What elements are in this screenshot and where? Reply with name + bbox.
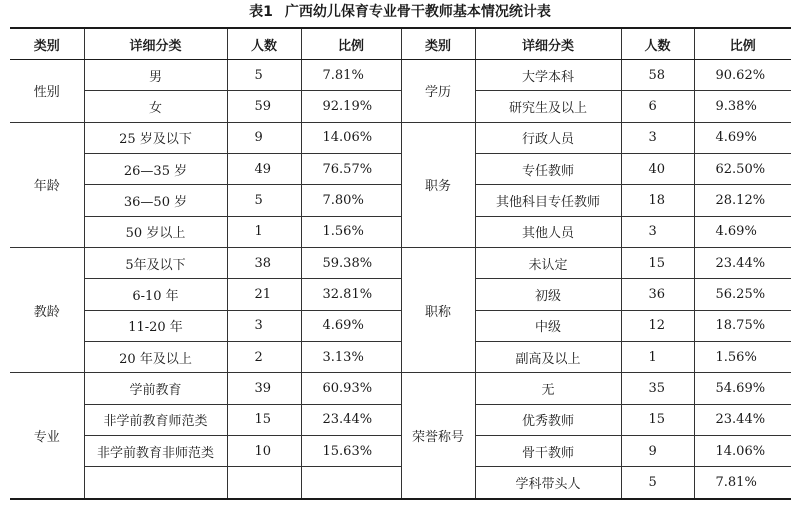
table-row: [10, 342, 791, 373]
left-ratio-cell: 32.81%: [301, 279, 401, 310]
left-detail-cell: 6-10 年: [84, 279, 227, 310]
left-ratio-cell: 14.06%: [301, 122, 401, 153]
left-ratio-cell: 92.19%: [301, 91, 401, 122]
right-detail-cell: 其他人员: [475, 216, 621, 247]
left-detail-cell: 50 岁以上: [84, 216, 227, 247]
left-count-cell: 3: [227, 310, 301, 341]
statistics-table: [10, 27, 791, 500]
table-row: [10, 373, 791, 404]
left-count-cell: 9: [227, 122, 301, 153]
right-detail-cell: 骨干教师: [475, 436, 621, 467]
right-ratio-cell: 14.06%: [694, 436, 791, 467]
table-row: [10, 248, 791, 279]
left-detail-cell: 男: [84, 60, 227, 91]
right-count-cell: 9: [621, 436, 694, 467]
right-count-cell: 15: [621, 248, 694, 279]
left-ratio-cell: 3.13%: [301, 342, 401, 373]
header-left-ratio: 比例: [301, 28, 401, 60]
right-count-cell: 36: [621, 279, 694, 310]
left-ratio-cell: 4.69%: [301, 310, 401, 341]
right-count-cell: 58: [621, 60, 694, 91]
left-detail-cell: 学前教育: [84, 373, 227, 404]
left-detail-cell: 女: [84, 91, 227, 122]
right-detail-cell: 副高及以上: [475, 342, 621, 373]
right-detail-cell: 中级: [475, 310, 621, 341]
right-count-cell: 5: [621, 467, 694, 499]
table-row: [10, 216, 791, 247]
left-count-cell: 1: [227, 216, 301, 247]
table-caption: [0, 0, 800, 24]
right-detail-cell: 其他科目专任教师: [475, 185, 621, 216]
header-right-count: 人数: [621, 28, 694, 60]
right-count-cell: 40: [621, 154, 694, 185]
header-right-category: 类别: [401, 28, 475, 60]
right-count-cell: 3: [621, 122, 694, 153]
left-detail-cell: 26—35 岁: [84, 154, 227, 185]
table-number: 表1: [249, 4, 273, 20]
left-count-cell: 59: [227, 91, 301, 122]
right-ratio-cell: 18.75%: [694, 310, 791, 341]
left-count-cell: 2: [227, 342, 301, 373]
table-row: [10, 91, 791, 122]
header-left-count: 人数: [227, 28, 301, 60]
header-left-detail: 详细分类: [84, 28, 227, 60]
left-ratio-cell: 1.56%: [301, 216, 401, 247]
right-category-cell: 荣誉称号: [401, 373, 475, 499]
left-category-cell: 教龄: [10, 248, 84, 373]
left-count-cell: 21: [227, 279, 301, 310]
right-ratio-cell: 28.12%: [694, 185, 791, 216]
right-count-cell: 18: [621, 185, 694, 216]
left-ratio-cell: 76.57%: [301, 154, 401, 185]
table-row: [10, 60, 791, 91]
right-count-cell: 12: [621, 310, 694, 341]
left-count-cell: 15: [227, 404, 301, 435]
right-ratio-cell: 4.69%: [694, 216, 791, 247]
left-ratio-cell: 15.63%: [301, 436, 401, 467]
right-count-cell: 1: [621, 342, 694, 373]
header-left-category: 类别: [10, 28, 84, 60]
table-row: [10, 185, 791, 216]
right-ratio-cell: 9.38%: [694, 91, 791, 122]
right-ratio-cell: 90.62%: [694, 60, 791, 91]
table-row: [10, 122, 791, 153]
right-ratio-cell: 1.56%: [694, 342, 791, 373]
right-detail-cell: 未认定: [475, 248, 621, 279]
left-count-cell: 5: [227, 60, 301, 91]
left-ratio-cell: 7.81%: [301, 60, 401, 91]
left-detail-cell: 25 岁及以下: [84, 122, 227, 153]
right-category-cell: 职务: [401, 122, 475, 247]
left-ratio-cell: 59.38%: [301, 248, 401, 279]
table-container: [10, 27, 791, 500]
table-row: [10, 279, 791, 310]
table-row: [10, 404, 791, 435]
left-count-cell: 10: [227, 436, 301, 467]
left-count-cell: 49: [227, 154, 301, 185]
right-detail-cell: 学科带头人: [475, 467, 621, 499]
table-row: [10, 436, 791, 467]
left-ratio-cell: 60.93%: [301, 373, 401, 404]
header-row: [10, 28, 791, 60]
table-row: [10, 310, 791, 341]
left-ratio-cell: 7.80%: [301, 185, 401, 216]
left-detail-cell: [84, 467, 227, 499]
left-ratio-cell: [301, 467, 401, 499]
right-category-cell: 职称: [401, 248, 475, 373]
right-count-cell: 3: [621, 216, 694, 247]
table-row: [10, 467, 791, 499]
left-detail-cell: 36—50 岁: [84, 185, 227, 216]
right-category-cell: 学历: [401, 60, 475, 123]
left-count-cell: 5: [227, 185, 301, 216]
left-detail-cell: 非学前教育师范类: [84, 404, 227, 435]
left-count-cell: 39: [227, 373, 301, 404]
right-detail-cell: 无: [475, 373, 621, 404]
right-ratio-cell: 4.69%: [694, 122, 791, 153]
right-ratio-cell: 7.81%: [694, 467, 791, 499]
right-ratio-cell: 23.44%: [694, 248, 791, 279]
right-ratio-cell: 54.69%: [694, 373, 791, 404]
right-detail-cell: 研究生及以上: [475, 91, 621, 122]
left-category-cell: 年龄: [10, 122, 84, 247]
right-ratio-cell: 62.50%: [694, 154, 791, 185]
right-detail-cell: 初级: [475, 279, 621, 310]
left-count-cell: [227, 467, 301, 499]
right-detail-cell: 大学本科: [475, 60, 621, 91]
left-category-cell: 专业: [10, 373, 84, 499]
right-detail-cell: 专任教师: [475, 154, 621, 185]
right-count-cell: 15: [621, 404, 694, 435]
left-detail-cell: 11-20 年: [84, 310, 227, 341]
right-ratio-cell: 56.25%: [694, 279, 791, 310]
right-ratio-cell: 23.44%: [694, 404, 791, 435]
right-count-cell: 6: [621, 91, 694, 122]
left-count-cell: 38: [227, 248, 301, 279]
right-detail-cell: 行政人员: [475, 122, 621, 153]
left-detail-cell: 5年及以下: [84, 248, 227, 279]
left-detail-cell: 20 年及以上: [84, 342, 227, 373]
table-body: [10, 60, 791, 500]
table-title: 广西幼儿保育专业骨干教师基本情况统计表: [284, 4, 551, 20]
right-count-cell: 35: [621, 373, 694, 404]
left-category-cell: 性别: [10, 60, 84, 123]
header-right-detail: 详细分类: [475, 28, 621, 60]
right-detail-cell: 优秀教师: [475, 404, 621, 435]
left-ratio-cell: 23.44%: [301, 404, 401, 435]
table-row: [10, 154, 791, 185]
header-right-ratio: 比例: [694, 28, 791, 60]
left-detail-cell: 非学前教育非师范类: [84, 436, 227, 467]
